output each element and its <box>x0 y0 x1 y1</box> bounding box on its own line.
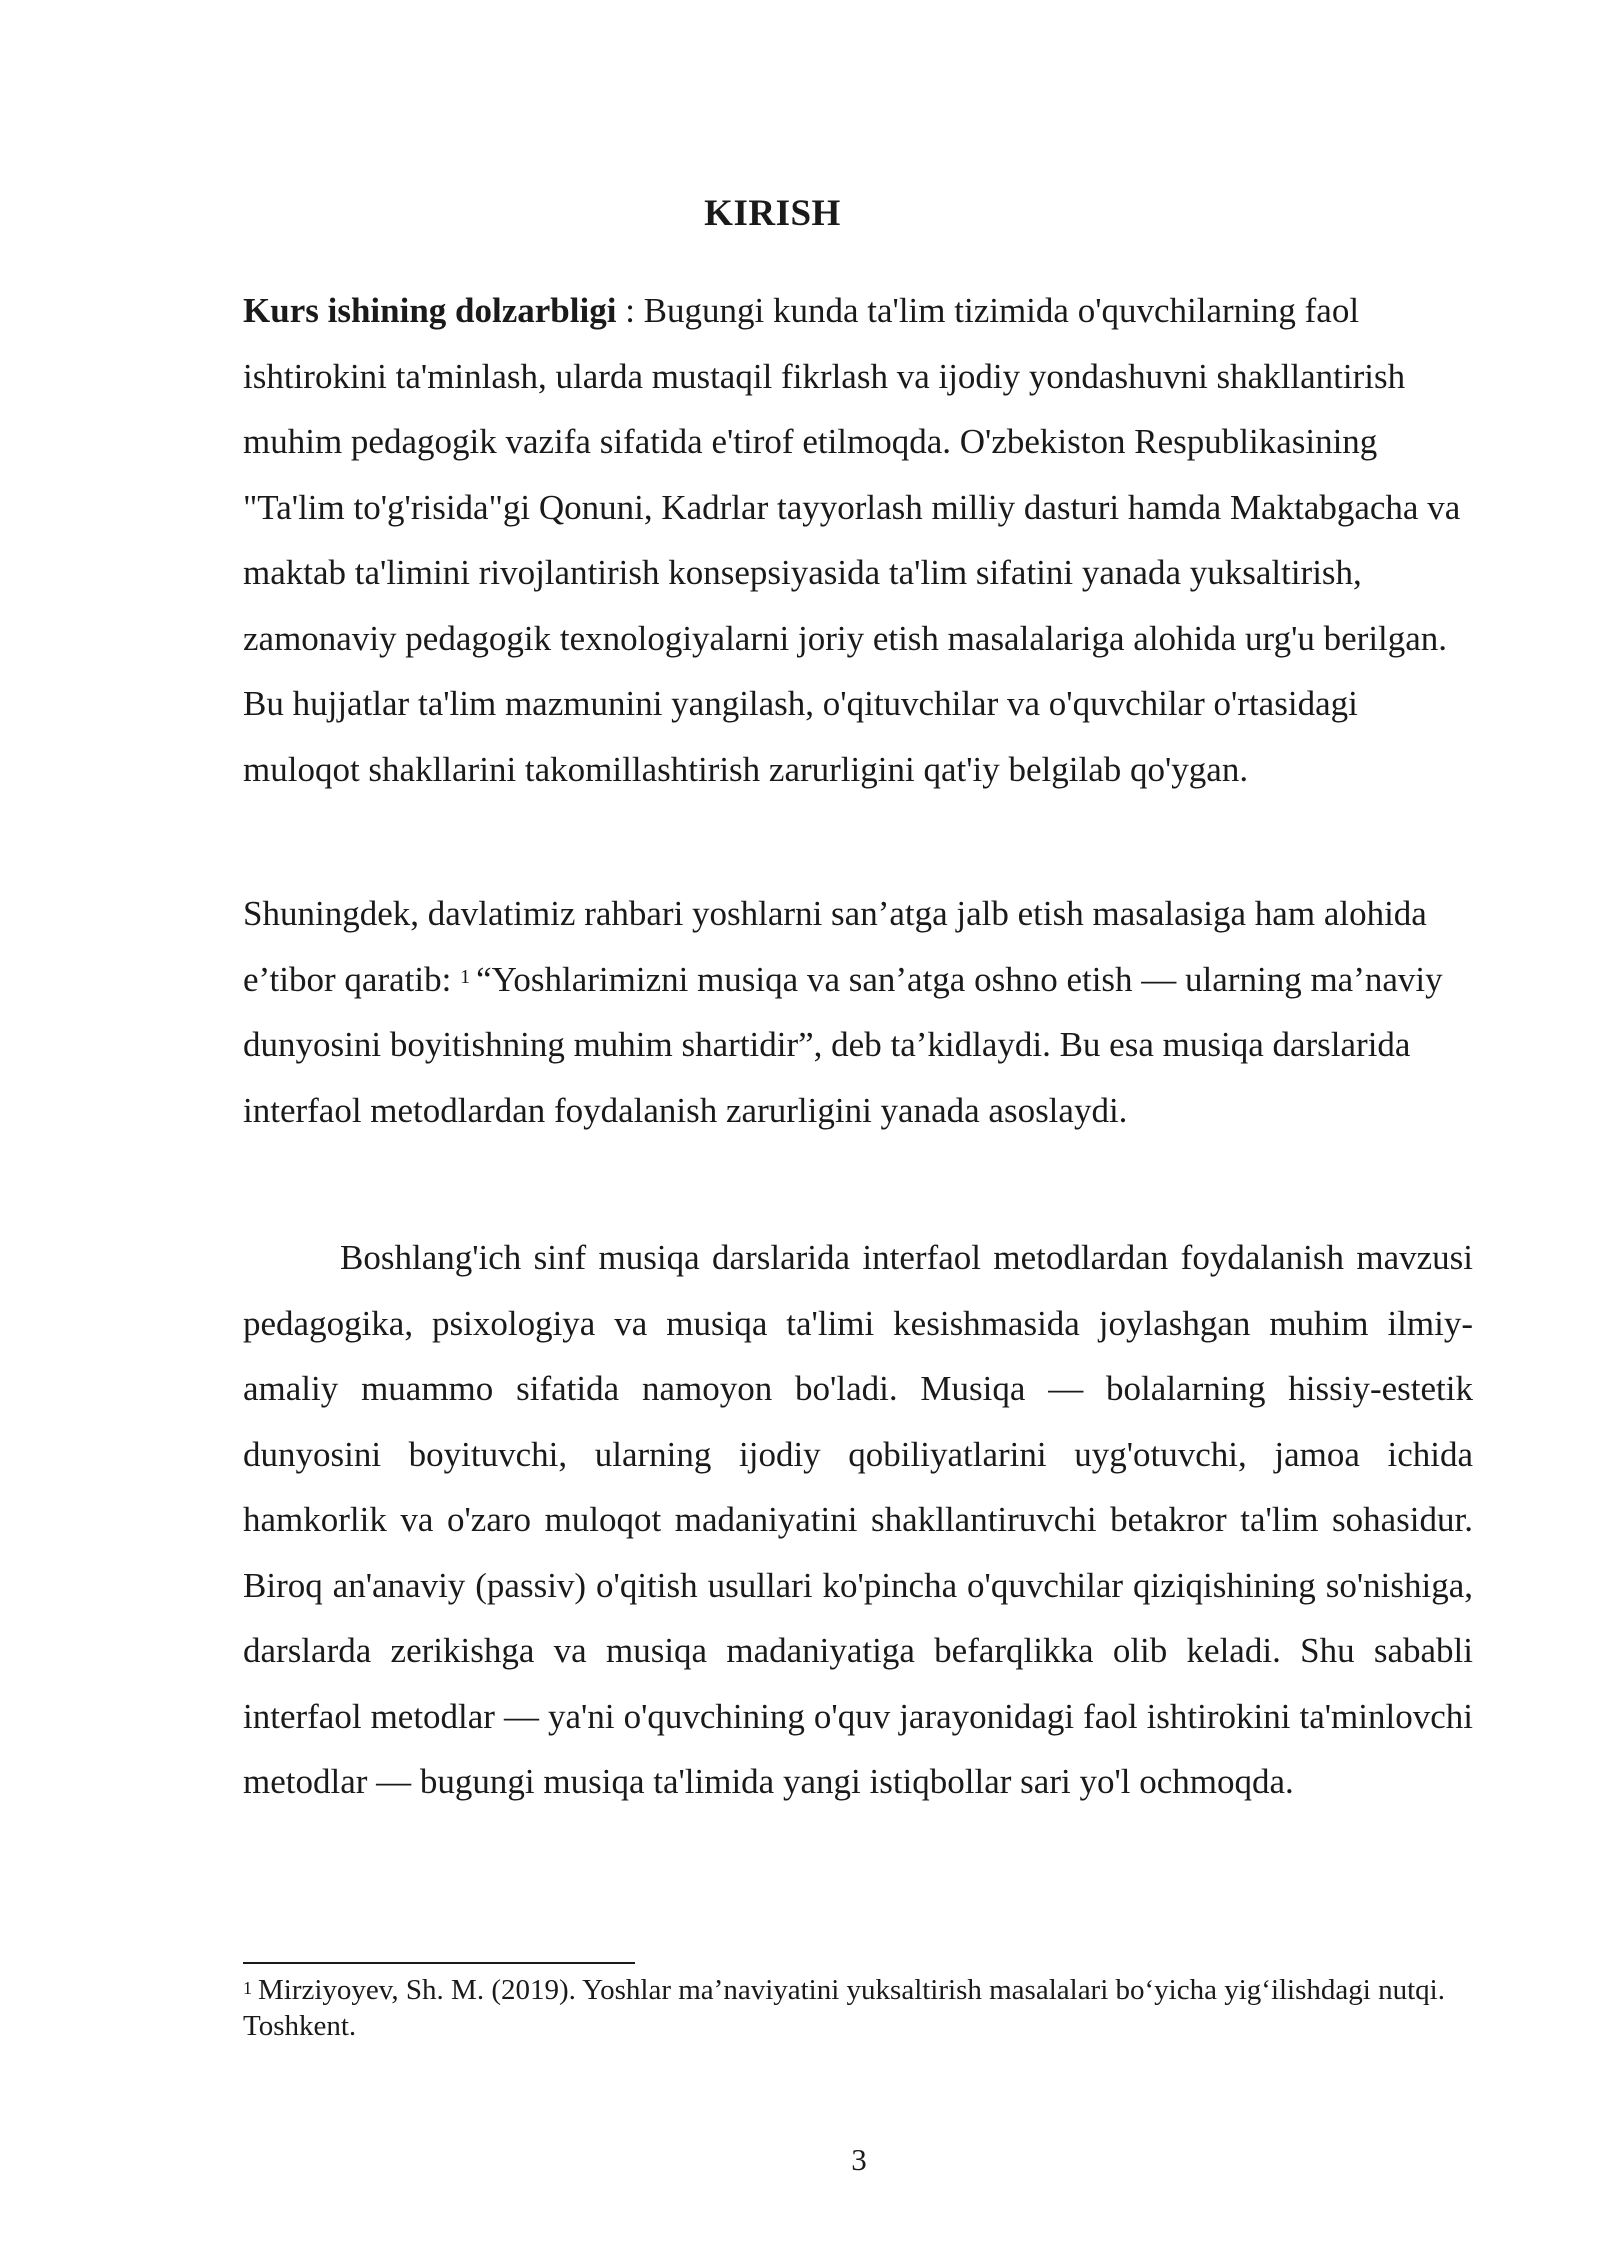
footnote-marker: 1 <box>243 1978 252 1998</box>
footnote-text: Mirziyoyev, Sh. M. (2019). Yoshlar ma’naviyatini yuksaltirish masalalari bo‘yicha yig‘ilishdagi nutqi. Toshkent. <box>243 1974 1445 2042</box>
relevance-lead: Kurs ishining dolzarbligi <box>243 291 617 330</box>
quote-text: “Yoshlarimizni musiqa va san’atga oshno etish — ularning ma’naviy dunyosini boyitishning muhim shartidir”, deb ta’kidlaydi. Bu esa musiqa darslarida interfaol metodlardan foydalanish zarurligini yanada asoslaydi. <box>243 959 1443 1130</box>
paragraph-quote <box>243 881 1473 1143</box>
paragraph-topic: Boshlang'ich sinf musiqa darslarida interfaol metodlardan foydalanish mavzusi pedagogika, psixologiya va musiqa ta'limi kesishmasida joylashgan muhim ilmiy-amaliy muammo sifatida namoyon bo'ladi. Musiqa — bolalarning hissiy-estetik dunyosini boyituvchi, ularning ijodiy qobiliyatlarini uyg'otuvchi, jamoa ichida hamkorlik va o'zaro muloqot madaniyatini shakllantiruvchi betakror ta'lim sohasidur. Biroq an'anaviy (passiv) o'qitish usullari ko'pincha o'quvchilar qiziqishining so'nishiga, darslarda zerikishga va musiqa madaniyatiga befarqlikka olib keladi. Shu sababli interfaol metodlar — ya'ni o'quvchining o'quv jarayonidagi faol ishtirokini ta'minlovchi metodlar — bugungi musiqa ta'limida yangi istiqbollar sari yo'l ochmoqda. <box>243 1238 1473 1801</box>
paragraph-relevance <box>243 278 1473 802</box>
footnote <box>243 1972 1473 2044</box>
footnote-reference: 1 <box>460 965 471 988</box>
footnote-separator <box>243 1962 635 1964</box>
relevance-text: : Bugungi kunda ta'lim tizimida o'quvchilarning faol ishtirokini ta'minlash, ularda mustaqil fikrlash va ijodiy yondashuvni shakllantirish muhim pedagogik vazifa sifatida e'tirof etilmoqda. O'zbekiston Respublikasining "Ta'lim to'g'risida"gi Qonuni, Kadrlar tayyorlash milliy dasturi hamda Maktabgacha va maktab ta'limini rivojlantirish konsepsiyasida ta'lim sifatini yanada yuksaltirish, zamonaviy pedagogik texnologiyalarni joriy etish masalalariga alohida urg'u berilgan. Bu hujjatlar ta'lim mazmunini yangilash, o'qituvchilar va o'quvchilar o'rtasidagi muloqot shakllarini takomillashtirish zarurligini qat'iy belgilab qo'ygan. <box>243 291 1461 789</box>
page-number: 3 <box>851 2142 867 2177</box>
quote-intro-text: Shuningdek, davlatimiz rahbari yoshlarni san’atga jalb etish masalasiga ham alohida e’tibor qaratib: <box>243 894 1427 999</box>
section-heading: KIRISH <box>704 193 841 234</box>
